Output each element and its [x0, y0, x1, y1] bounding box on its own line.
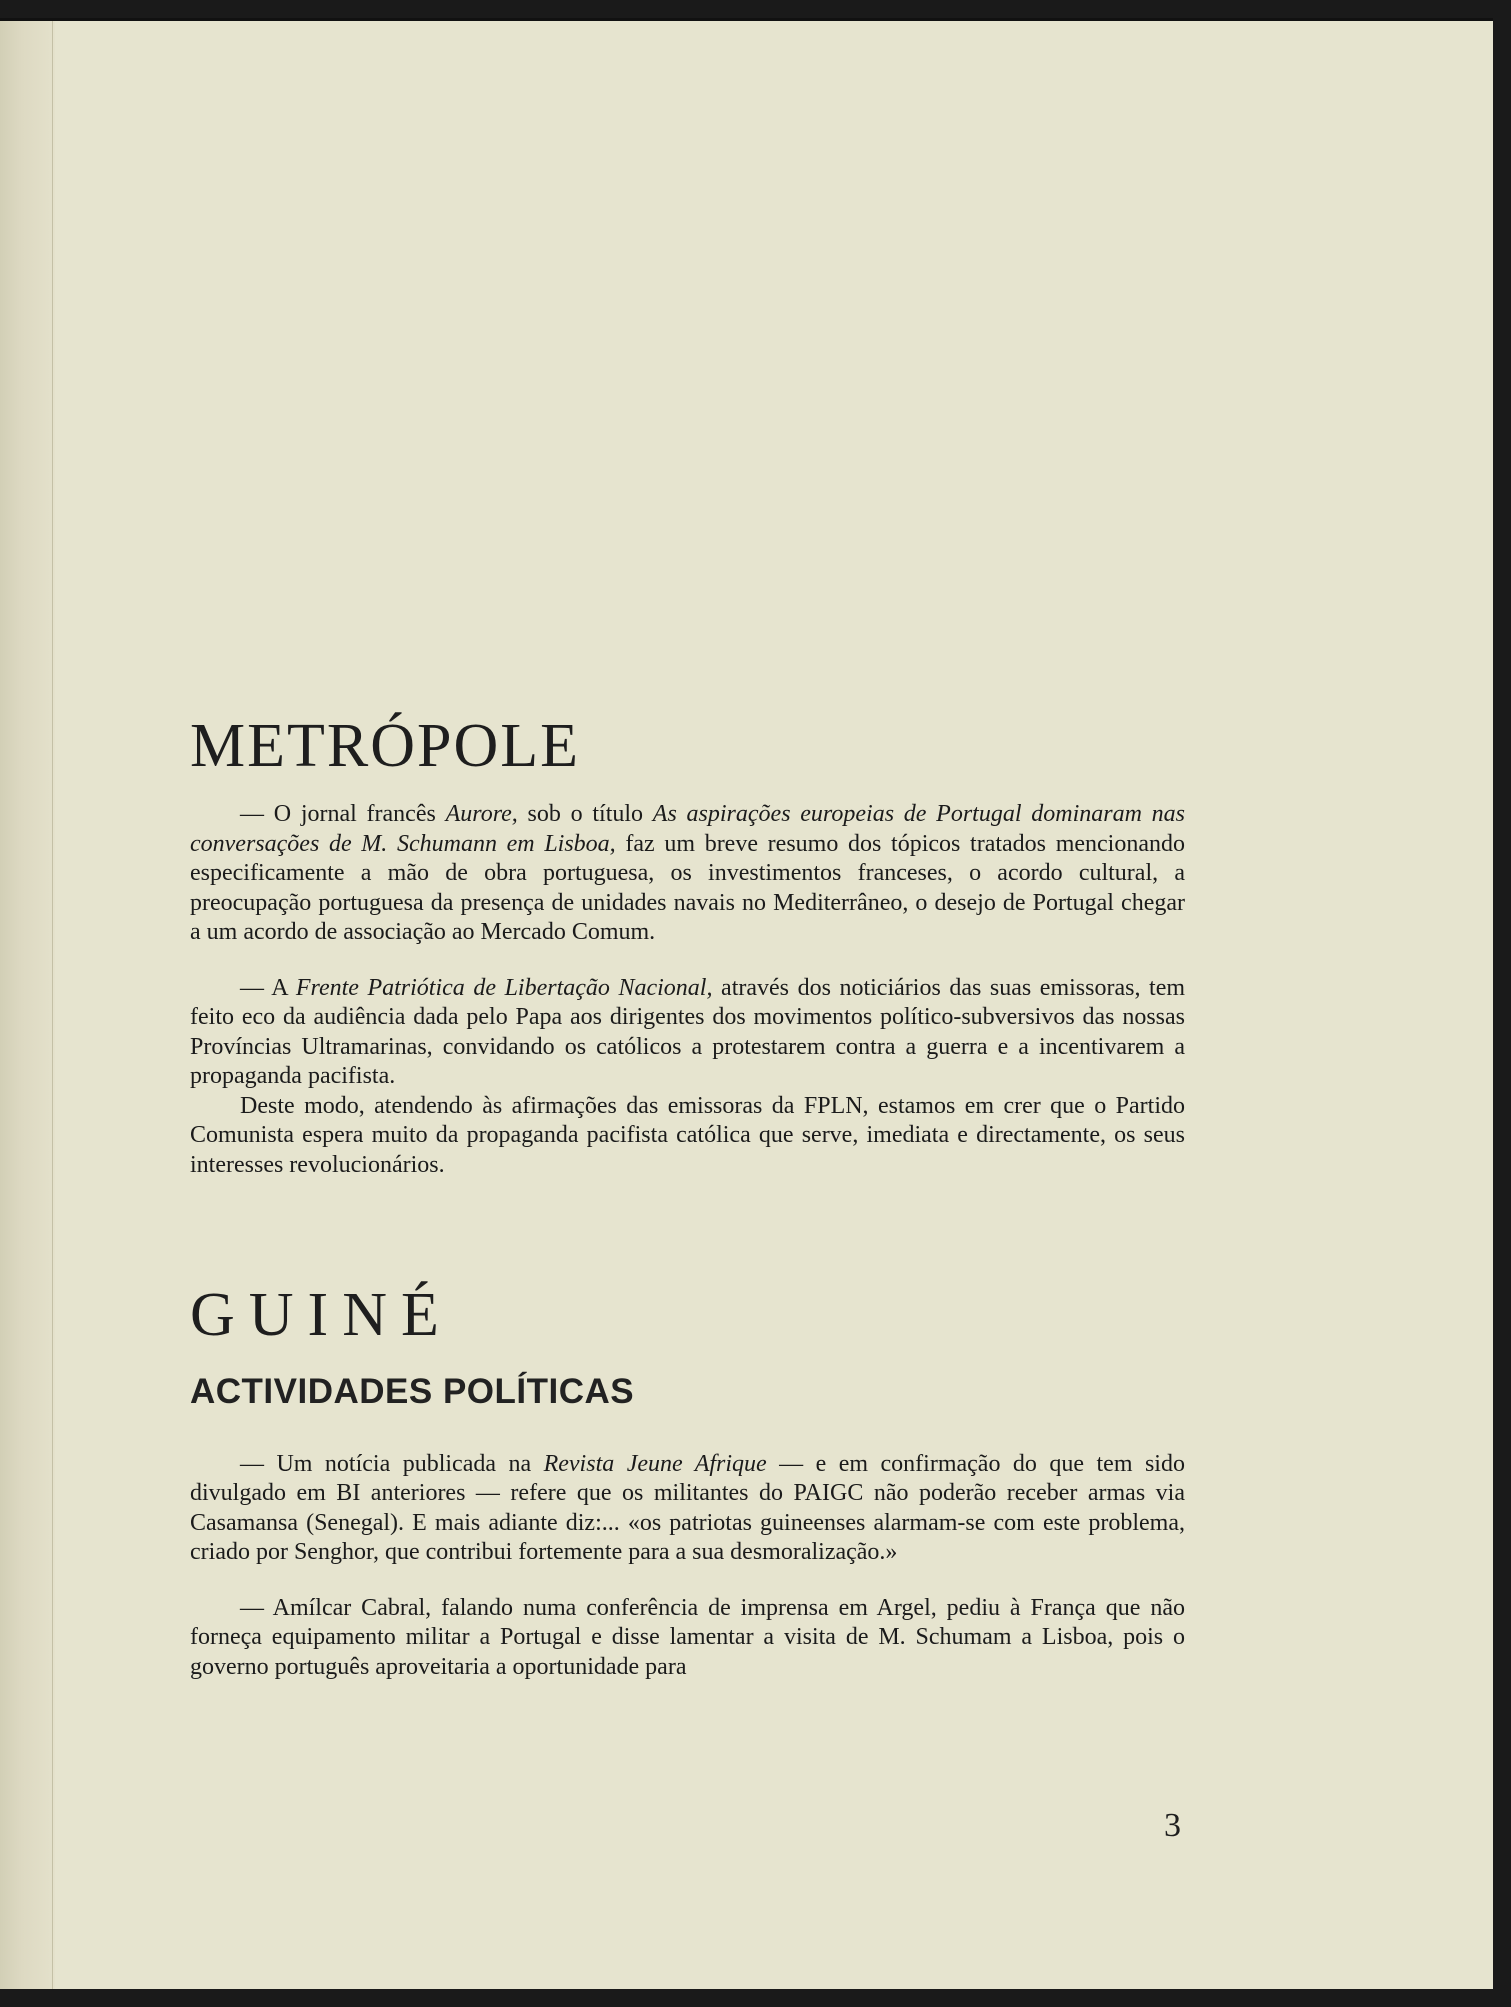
italic-run: As aspirações europeias de Portugal dominaram nas conversações de M. Schumann em Lisboa, [190, 801, 1186, 857]
section-title-guine: GUINÉ [190, 1281, 453, 1350]
text-run: — Um notícia publicada na [240, 1450, 544, 1477]
italic-run: Frente Patriótica de Libertação Nacional, [295, 974, 713, 1001]
section-subtitle: ACTIVIDADES POLÍTICAS [190, 1371, 635, 1411]
section-metropole [190, 711, 1185, 1180]
text-run: — O jornal francês [240, 801, 446, 828]
text-run: sob o título [517, 801, 653, 828]
binding-edge [52, 21, 53, 1989]
section-title-metropole: METRÓPOLE [190, 712, 580, 780]
paragraph-aurore [190, 800, 1185, 948]
paragraph-fpln [190, 974, 1185, 1092]
italic-run: Revista Jeune Afrique [543, 1450, 767, 1477]
document-page [0, 18, 1493, 1989]
text-run: através dos noticiários das suas emissoras, tem feito eco da audiência dada pelo Papa aos dirigentes dos movimentos político-subversivos das nossas Províncias Ultramarinas, convidando os católicos a protestarem contra a guerra e a incentivarem a propaganda pacifista. [190, 974, 1186, 1090]
paragraph-conclusion: Deste modo, atendendo às afirmações das emissoras da FPLN, estamos em crer que o Partido Comunista espera muito da propaganda pacifista católica que serve, imediata e directamente, os seus interesses revolucionários. [190, 1092, 1185, 1178]
paragraph-amilcar-cabral: — Amílcar Cabral, falando numa conferência de imprensa em Argel, pediu à França que não forneça equipamento militar a Portugal e disse lamentar a visita de M. Schumam a Lisboa, pois o governo português aproveitaria a oportunidade para [190, 1594, 1185, 1680]
italic-run: Aurore, [445, 801, 518, 828]
paragraph-jeune-afrique [190, 1450, 1185, 1568]
text-run: faz um breve resumo dos tópicos tratados mencionando especificamente a mão de obra portuguesa, os investimentos franceses, o acordo cultural, a preocupação portuguesa da presença de unidades navais no Mediterrâneo, o desejo de Portugal chegar a um acordo de associação ao Mercado Comum. [190, 830, 1185, 946]
page-content [190, 711, 1185, 1682]
text-run: — e em confirmação do que tem sido divulgado em BI anteriores — refere que os militantes do PAIGC não poderão receber armas via Casamansa (Senegal). E mais adiante diz:... «os patriotas guineenses alarmam-se com este problema, criado por Senghor, que contribui fortemente para a sua desmoralização.» [190, 1450, 1185, 1566]
binding-gutter [0, 21, 55, 1989]
section-guine [190, 1280, 1185, 1682]
page-number: 3 [1164, 1807, 1181, 1844]
text-run: — A [240, 974, 296, 1001]
